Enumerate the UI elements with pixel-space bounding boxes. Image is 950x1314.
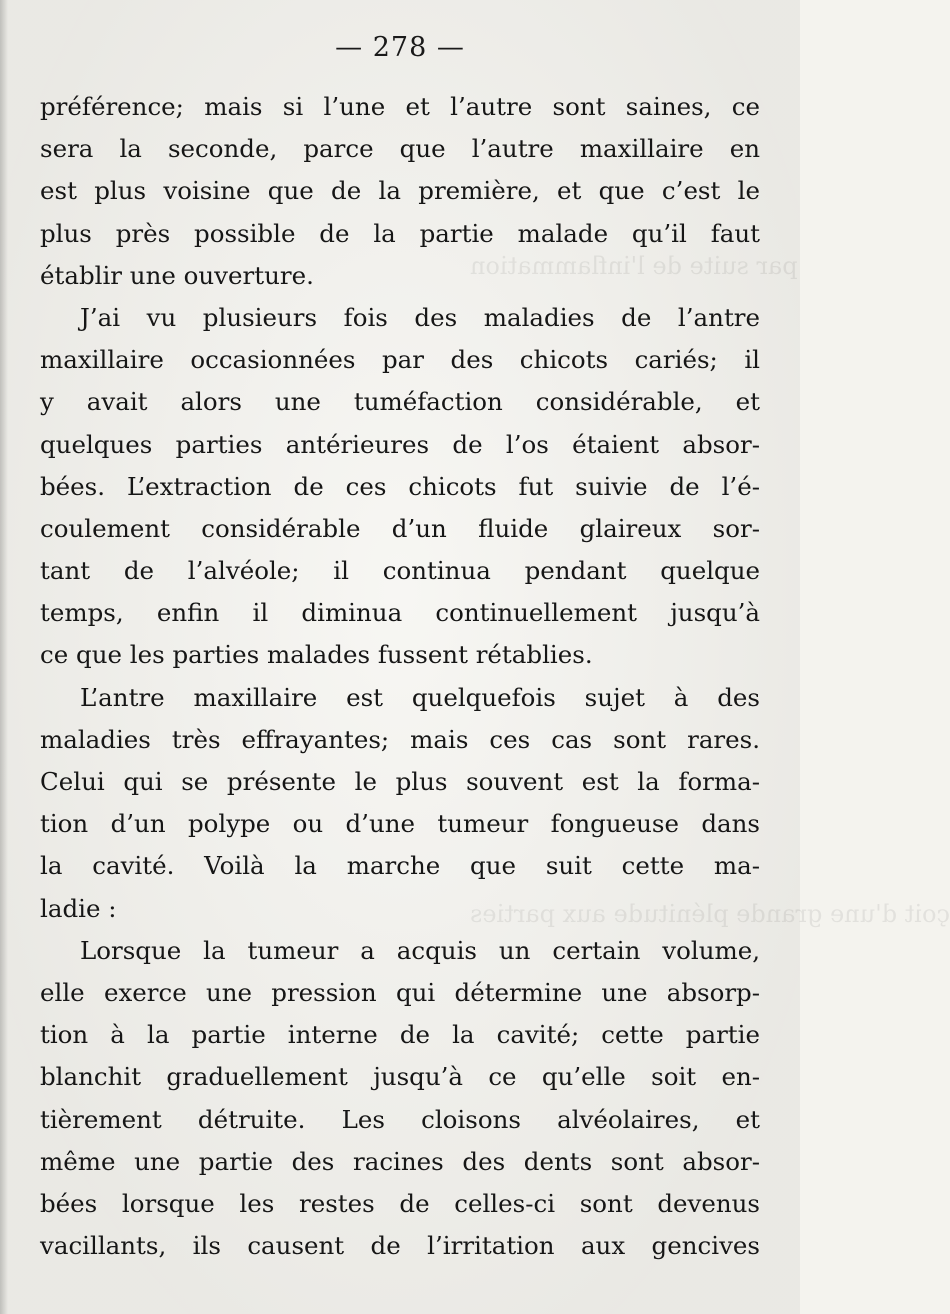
text-line: J’ai vu plusieurs fois des maladies de l’antre (80, 302, 760, 332)
text-line: bées lorsque les restes de celles-ci sont devenus (40, 1188, 760, 1218)
text-line: sera la seconde, parce que l’autre maxillaire en (40, 134, 760, 164)
text-line: préférence; mais si l’une et l’autre sont saines, ce (40, 92, 760, 121)
text-line: tièrement détruite. Les cloisons alvéolaires, et (40, 1104, 760, 1134)
text-line: coulement considérable d’un fluide glaireux sor- (40, 513, 760, 543)
text-line: tion d’un polype ou d’une tumeur fongueuse dans (40, 809, 760, 839)
bleed-through-text: çoit d'une grande plénitude aux parties (470, 900, 950, 928)
text-line: blanchit graduellement jusqu’à ce qu’elle soit en- (40, 1062, 760, 1092)
text-line: vacillants, ils causent de l’irritation aux gencives (40, 1231, 760, 1261)
page-number: — 278 — (335, 32, 465, 63)
text-line: L’antre maxillaire est quelquefois sujet à des (80, 682, 760, 712)
page-edge-shadow (0, 0, 8, 1314)
text-line: maxillaire occasionnées par des chicots cariés; il (40, 345, 760, 375)
text-line: bées. L’extraction de ces chicots fut suivie de l’é- (40, 471, 760, 501)
text-line: la cavité. Voilà la marche que suit cette ma- (40, 851, 760, 881)
text-line: maladies très effrayantes; mais ces cas sont rares. (40, 724, 760, 754)
text-line: est plus voisine que de la première, et que c’est le (40, 176, 760, 206)
text-line: y avait alors une tuméfaction considérable, et (40, 387, 760, 417)
text-line: tant de l’alvéole; il continua pendant quelque (40, 556, 760, 586)
text-line: même une partie des racines des dents sont absor- (40, 1146, 760, 1176)
text-line: ladie : (40, 893, 117, 923)
text-line: plus près possible de la partie malade qu’il faut (40, 218, 760, 248)
text-line: établir une ouverture. (40, 260, 314, 290)
text-line: ce que les parties malades fussent rétablies. (40, 640, 593, 670)
text-line: elle exerce une pression qui détermine une absorp- (40, 977, 760, 1007)
text-line: Celui qui se présente le plus souvent est la forma- (40, 767, 760, 796)
body-text (40, 86, 760, 1267)
text-line: Lorsque la tumeur a acquis un certain volume, (80, 935, 760, 965)
text-line: temps, enfin il diminua continuellement jusqu’à (40, 598, 760, 628)
text-line: quelques parties antérieures de l’os étaient absor- (40, 429, 760, 459)
text-line: tion à la partie interne de la cavité; cette partie (40, 1020, 760, 1050)
bleed-through-text: par suite de l'inflammation (470, 252, 798, 280)
